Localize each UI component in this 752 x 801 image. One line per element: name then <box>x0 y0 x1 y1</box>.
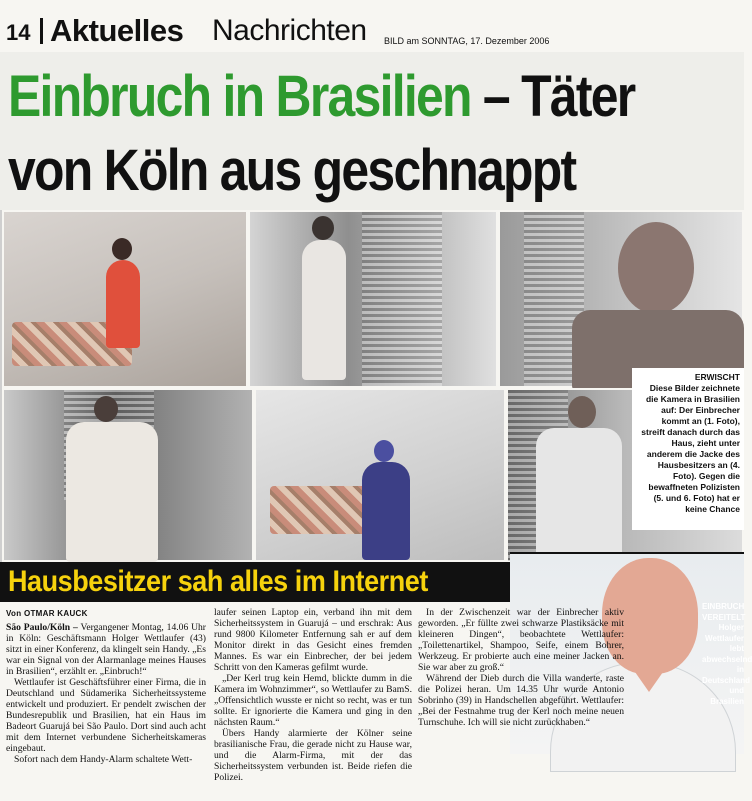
paragraph: Wettlaufer ist Geschäftsführer einer Firma, die in Deutschland und Südamerika Sicherheitssysteme entwickelt und produziert. Er pendelt zwischen der Bundesrepublik und Brasilien, hat ein Haus im Badeort Guarujá bei São Paulo. Dort sind auch acht mit dem Internet verbundene Sicherheitskameras eingebaut. <box>6 677 206 754</box>
photo-burglar-house <box>248 210 498 388</box>
photo-police-armed <box>254 388 506 562</box>
headline-part-1: Einbruch in Brasilien <box>8 64 471 129</box>
headline-part-2: – Täter <box>470 64 635 129</box>
photo-figure-body <box>302 240 346 380</box>
subsection-title: Nachrichten <box>212 14 367 47</box>
header-divider <box>40 18 43 44</box>
photo-figure-head <box>618 222 694 314</box>
photo-burglar-arrives <box>2 210 248 388</box>
paragraph <box>6 622 206 677</box>
photo-figure-body <box>536 428 622 564</box>
article-column-3 <box>418 607 624 728</box>
paragraph: Während der Dieb durch die Villa wanderte, raste die Polizei heran. Um 14.35 Uhr wurde Antonio Sobrinho (39) in Handschellen abgeführt. Wettlaufer: „Bei der Festnahme trug der Kerl noch meine neuen Turnschuhe. Ich will sie nicht zurückhaben.“ <box>418 673 624 728</box>
photo-figure-head <box>112 238 132 260</box>
dateline: São Paulo/Köln – <box>6 622 78 633</box>
photo-figure-body <box>66 422 158 562</box>
caption-title: ERWISCHT <box>694 372 740 382</box>
photo-blinds <box>362 212 442 386</box>
photo-figure-head <box>312 216 334 240</box>
article-column-1 <box>6 622 206 765</box>
caption-text: Diese Bilder zeichnete die Kamera in Brasilien auf: Der Einbrecher kommt an (1. Foto), streift danach durch das Haus, zieht unter anderem die Jacke des Hausbesitzers an (4. Foto). Gegen die bewaffneten Polizisten (5. und 6. Foto) hat er keine Chance <box>641 383 740 514</box>
issue-date: BILD am SONNTAG, 17. Dezember 2006 <box>384 36 550 46</box>
photo-figure-body <box>362 462 410 560</box>
section-title: Aktuelles <box>50 13 184 48</box>
photo-caption <box>632 368 744 530</box>
headline-line-1 <box>8 64 635 129</box>
article-column-2 <box>214 607 412 783</box>
photo-figure-head <box>94 396 118 422</box>
photo-figure-body <box>106 260 140 348</box>
page-header <box>0 0 744 52</box>
paragraph: Sofort nach dem Handy-Alarm schaltete Wett- <box>14 754 193 765</box>
paragraph-text: Vergangener Montag, 14.06 Uhr in Köln: Geschäftsmann Holger Wettlaufer (43) sitzt in einer Konferenz, da klingelt sein Handy. „Es war ein Signal von der Alarmanlage meines Hauses in Brasilien“, erzählt er. „Einbruch!“ <box>6 622 207 677</box>
portrait-caption-title: EINBRUCH VEREITELT <box>702 602 746 622</box>
portrait-caption-text: Holger Wettlaufer lebt abwechselnd in Deutschland und Brasilien <box>702 623 752 706</box>
subheadline: Hausbesitzer sah alles im Internet <box>8 565 428 598</box>
headline-line-2: von Köln aus geschnappt <box>8 138 576 203</box>
photo-burglar-closeup <box>498 210 744 388</box>
photo-figure-head <box>374 440 394 462</box>
portrait-caption <box>702 602 752 707</box>
photo-figure-head <box>568 396 596 428</box>
photo-rubble <box>270 486 374 534</box>
byline: Von OTMAR KAUCK <box>6 609 88 618</box>
paragraph: Übers Handy alarmierte der Kölner seine brasilianische Frau, die gerade nicht zu Hause war, und die Alarm-Firma, mit der das Sicherheitssystem verbunden ist. Beide riefen die Polizei. <box>214 728 412 783</box>
paragraph: „Der Kerl trug kein Hemd, blickte dumm in die Kamera im Wohnzimmer“, so Wettlaufer zu BamS. „Offensichtlich wusste er nicht so recht, was er tun sollte. Er ignorierte die Kamera und ging in den nächsten Raum.“ <box>214 673 412 728</box>
paragraph: laufer seinen Laptop ein, verband ihn mit dem Sicherheitssystem in Guarujá – und erschrak: Aus rund 9800 Kilometer Entfernung sah er auf dem Monitor direkt in das Gesicht eines fremden Mannes. Es war ein Einbrecher, der bei jedem Schritt von den Kameras gefilmt wurde. <box>214 607 412 673</box>
headline-block <box>0 52 744 212</box>
paragraph: In der Zwischenzeit war der Einbrecher aktiv geworden. „Er füllte zwei schwarze Plastiksäcke mit kleineren Dingen“, beobachtete Wettlaufer: „Toilettenartikel, Shampoo, Seife, einem Bohrer, Werkzeug. Er probierte auch eine meiner Jacken an. Sie war aber zu groß.“ <box>418 607 624 673</box>
page-number: 14 <box>6 20 31 45</box>
photo-burglar-jacket <box>2 388 254 562</box>
